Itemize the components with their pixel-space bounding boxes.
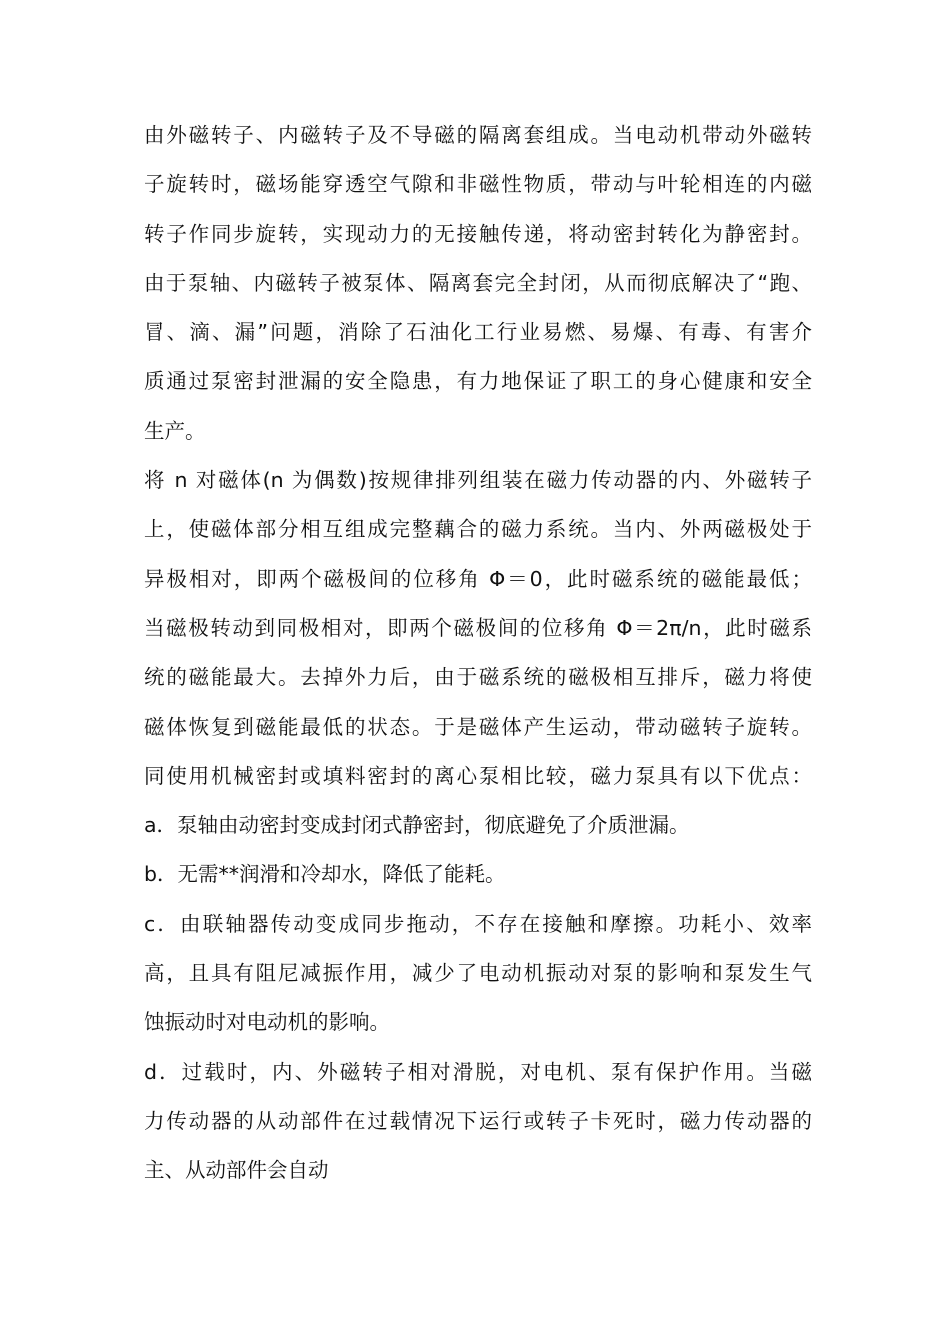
text-line-13: 磁体恢复到磁能最低的状态。于是磁体产生运动，带动磁转子旋转。	[144, 714, 812, 739]
text-line-21: 力传动器的从动部件在过载情况下运行或转子卡死时，磁力传动器的	[144, 1108, 812, 1133]
text-line-2: 子旋转时，磁场能穿透空气隙和非磁性物质，带动与叶轮相连的内磁	[144, 172, 812, 197]
document-body	[144, 111, 812, 1196]
text-line-3: 转子作同步旋转，实现动力的无接触传递，将动密封转化为静密封。	[144, 221, 812, 246]
text-line-11: 当磁极转动到同极相对，即两个磁极间的位移角 Φ＝2π/n，此时磁系	[144, 615, 812, 640]
text-line-22: 主、从动部件会自动	[144, 1158, 329, 1183]
text-line-10: 异极相对，即两个磁极间的位移角 Φ＝0，此时磁系统的磁能最低；	[144, 566, 812, 591]
text-line-19: 蚀振动时对电动机的影响。	[144, 1010, 390, 1035]
text-line-4: 由于泵轴、内磁转子被泵体、隔离套完全封闭，从而彻底解决了“跑、	[144, 270, 812, 295]
text-line-12: 统的磁能最大。去掉外力后，由于磁系统的磁极相互排斥，磁力将使	[144, 665, 812, 690]
text-line-1: 由外磁转子、内磁转子及不导磁的隔离套组成。当电动机带动外磁转	[144, 123, 812, 147]
text-line-9: 上，使磁体部分相互组成完整藕合的磁力系统。当内、外两磁极处于	[144, 517, 812, 542]
text-line-8: 将 n 对磁体(n 为偶数)按规律排列组装在磁力传动器的内、外磁转子	[144, 468, 812, 493]
text-line-15: a．泵轴由动密封变成封闭式静密封，彻底避免了介质泄漏。	[144, 813, 690, 838]
text-line-6: 质通过泵密封泄漏的安全隐患，有力地保证了职工的身心健康和安全	[144, 369, 812, 394]
text-line-16: b．无需**润滑和冷却水，降低了能耗。	[144, 862, 506, 887]
text-line-17: c．由联轴器传动变成同步拖动，不存在接触和摩擦。功耗小、效率	[144, 911, 812, 936]
text-line-14: 同使用机械密封或填料密封的离心泵相比较，磁力泵具有以下优点：	[144, 763, 812, 788]
text-line-20: d．过载时，内、外磁转子相对滑脱，对电机、泵有保护作用。当磁	[144, 1059, 812, 1084]
text-line-7: 生产。	[144, 418, 206, 443]
text-line-18: 高，且具有阻尼减振作用，减少了电动机振动对泵的影响和泵发生气	[144, 961, 812, 986]
text-line-5: 冒、滴、漏”问题，消除了石油化工行业易燃、易爆、有毒、有害介	[144, 320, 812, 345]
